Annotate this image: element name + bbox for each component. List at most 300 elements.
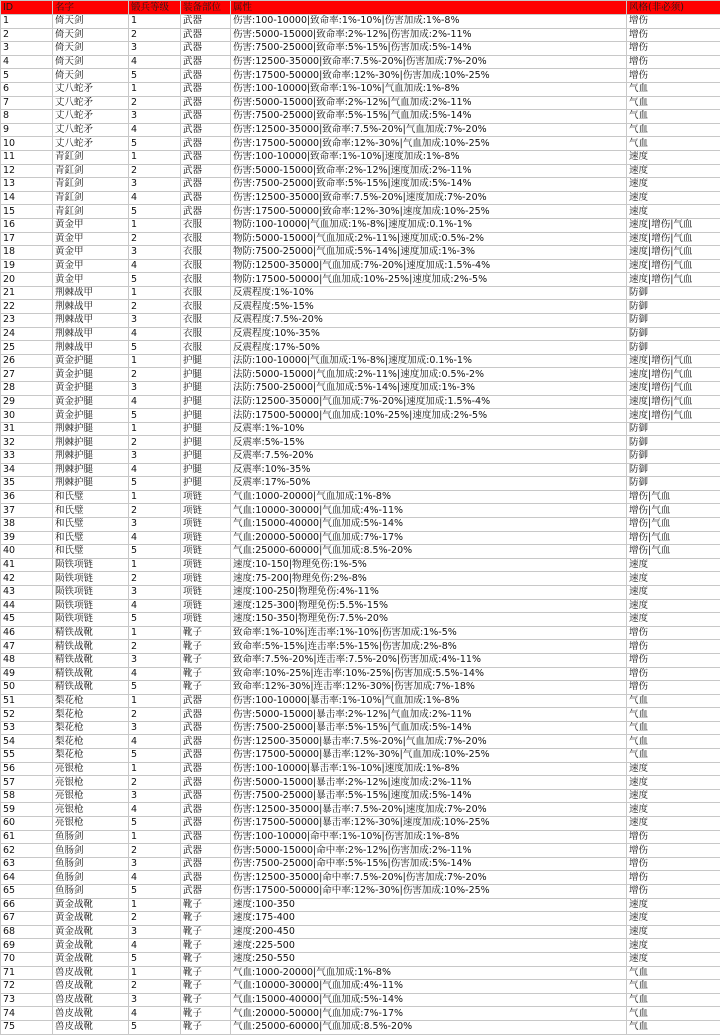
- cell-id[interactable]: 40: [1, 545, 53, 559]
- cell-slot[interactable]: 护腿: [181, 436, 231, 450]
- cell-style[interactable]: 速度: [627, 599, 720, 613]
- cell-name[interactable]: 梨花枪: [53, 749, 129, 763]
- cell-tier[interactable]: 1: [129, 558, 181, 572]
- cell-style[interactable]: 速度|增伤|气血: [627, 246, 720, 260]
- cell-id[interactable]: 56: [1, 762, 53, 776]
- cell-style[interactable]: 增伤: [627, 830, 720, 844]
- cell-tier[interactable]: 5: [129, 273, 181, 287]
- cell-slot[interactable]: 武器: [181, 55, 231, 69]
- cell-slot[interactable]: 武器: [181, 96, 231, 110]
- cell-slot[interactable]: 靴子: [181, 939, 231, 953]
- cell-id[interactable]: 41: [1, 558, 53, 572]
- cell-style[interactable]: 气血: [627, 708, 720, 722]
- cell-id[interactable]: 29: [1, 395, 53, 409]
- cell-tier[interactable]: 4: [129, 395, 181, 409]
- cell-attributes[interactable]: 伤害:12500-35000|致命率:7.5%-20%|速度加成:7%-20%: [231, 191, 627, 205]
- cell-style[interactable]: 增伤: [627, 653, 720, 667]
- cell-id[interactable]: 66: [1, 898, 53, 912]
- cell-attributes[interactable]: 伤害:12500-35000|暴击率:7.5%-20%|速度加成:7%-20%: [231, 803, 627, 817]
- cell-attributes[interactable]: 反震程度:10%-35%: [231, 327, 627, 341]
- cell-style[interactable]: 增伤|气血: [627, 517, 720, 531]
- cell-id[interactable]: 60: [1, 817, 53, 831]
- cell-id[interactable]: 48: [1, 653, 53, 667]
- cell-tier[interactable]: 1: [129, 15, 181, 29]
- cell-slot[interactable]: 项链: [181, 517, 231, 531]
- cell-id[interactable]: 15: [1, 205, 53, 219]
- cell-name[interactable]: 陨铁项链: [53, 599, 129, 613]
- cell-id[interactable]: 45: [1, 613, 53, 627]
- cell-attributes[interactable]: 反震程度:7.5%-20%: [231, 314, 627, 328]
- cell-style[interactable]: 防御: [627, 422, 720, 436]
- cell-name[interactable]: 黄金战靴: [53, 925, 129, 939]
- cell-tier[interactable]: 5: [129, 69, 181, 83]
- cell-id[interactable]: 20: [1, 273, 53, 287]
- cell-id[interactable]: 2: [1, 28, 53, 42]
- cell-slot[interactable]: 武器: [181, 708, 231, 722]
- cell-slot[interactable]: 衣服: [181, 232, 231, 246]
- cell-id[interactable]: 1: [1, 15, 53, 29]
- cell-id[interactable]: 26: [1, 354, 53, 368]
- cell-tier[interactable]: 3: [129, 653, 181, 667]
- cell-tier[interactable]: 2: [129, 640, 181, 654]
- cell-tier[interactable]: 5: [129, 477, 181, 491]
- cell-attributes[interactable]: 速度:125-300|物理免伤:5.5%-15%: [231, 599, 627, 613]
- cell-attributes[interactable]: 伤害:12500-35000|致命率:7.5%-20%|气血加成:7%-20%: [231, 123, 627, 137]
- cell-attributes[interactable]: 气血:25000-60000|气血加成:8.5%-20%: [231, 545, 627, 559]
- cell-name[interactable]: 黄金战靴: [53, 912, 129, 926]
- cell-id[interactable]: 36: [1, 490, 53, 504]
- cell-slot[interactable]: 靴子: [181, 966, 231, 980]
- cell-id[interactable]: 5: [1, 69, 53, 83]
- cell-style[interactable]: 速度: [627, 803, 720, 817]
- cell-tier[interactable]: 2: [129, 28, 181, 42]
- cell-slot[interactable]: 武器: [181, 191, 231, 205]
- cell-style[interactable]: 气血: [627, 123, 720, 137]
- cell-id[interactable]: 3: [1, 42, 53, 56]
- cell-name[interactable]: 丈八蛇矛: [53, 96, 129, 110]
- cell-attributes[interactable]: 伤害:7500-25000|致命率:5%-15%|速度加成:5%-14%: [231, 178, 627, 192]
- cell-id[interactable]: 22: [1, 300, 53, 314]
- cell-tier[interactable]: 1: [129, 626, 181, 640]
- cell-tier[interactable]: 3: [129, 789, 181, 803]
- cell-slot[interactable]: 衣服: [181, 246, 231, 260]
- cell-slot[interactable]: 武器: [181, 28, 231, 42]
- cell-tier[interactable]: 3: [129, 382, 181, 396]
- cell-slot[interactable]: 靴子: [181, 993, 231, 1007]
- cell-slot[interactable]: 武器: [181, 721, 231, 735]
- cell-attributes[interactable]: 速度:200-450: [231, 925, 627, 939]
- cell-style[interactable]: 速度|增伤|气血: [627, 259, 720, 273]
- cell-name[interactable]: 荆棘战甲: [53, 286, 129, 300]
- cell-style[interactable]: 速度|增伤|气血: [627, 232, 720, 246]
- cell-attributes[interactable]: 速度:225-500: [231, 939, 627, 953]
- header-attributes[interactable]: 属性: [231, 1, 627, 15]
- cell-tier[interactable]: 1: [129, 830, 181, 844]
- cell-style[interactable]: 增伤: [627, 857, 720, 871]
- cell-id[interactable]: 55: [1, 749, 53, 763]
- cell-name[interactable]: 黄金护腿: [53, 368, 129, 382]
- cell-id[interactable]: 30: [1, 409, 53, 423]
- cell-slot[interactable]: 武器: [181, 205, 231, 219]
- cell-slot[interactable]: 项链: [181, 531, 231, 545]
- cell-name[interactable]: 倚天剑: [53, 55, 129, 69]
- cell-slot[interactable]: 靴子: [181, 912, 231, 926]
- cell-tier[interactable]: 2: [129, 164, 181, 178]
- cell-style[interactable]: 速度: [627, 912, 720, 926]
- cell-slot[interactable]: 护腿: [181, 354, 231, 368]
- cell-id[interactable]: 38: [1, 517, 53, 531]
- cell-id[interactable]: 57: [1, 776, 53, 790]
- cell-slot[interactable]: 衣服: [181, 341, 231, 355]
- cell-attributes[interactable]: 反震程度:5%-15%: [231, 300, 627, 314]
- cell-style[interactable]: 防御: [627, 341, 720, 355]
- cell-slot[interactable]: 衣服: [181, 259, 231, 273]
- cell-name[interactable]: 亮银枪: [53, 776, 129, 790]
- cell-tier[interactable]: 1: [129, 694, 181, 708]
- cell-id[interactable]: 59: [1, 803, 53, 817]
- cell-name[interactable]: 荆棘战甲: [53, 341, 129, 355]
- cell-attributes[interactable]: 反震率:17%-50%: [231, 477, 627, 491]
- cell-attributes[interactable]: 法防:17500-50000|气血加成:10%-25%|速度加成:2%-5%: [231, 409, 627, 423]
- cell-tier[interactable]: 5: [129, 749, 181, 763]
- cell-style[interactable]: 防御: [627, 450, 720, 464]
- cell-name[interactable]: 荆棘护腿: [53, 450, 129, 464]
- cell-style[interactable]: 速度|增伤|气血: [627, 382, 720, 396]
- cell-name[interactable]: 和氏璧: [53, 504, 129, 518]
- cell-style[interactable]: 速度|增伤|气血: [627, 368, 720, 382]
- cell-slot[interactable]: 项链: [181, 613, 231, 627]
- cell-id[interactable]: 27: [1, 368, 53, 382]
- cell-name[interactable]: 荆棘战甲: [53, 300, 129, 314]
- cell-style[interactable]: 防御: [627, 286, 720, 300]
- cell-tier[interactable]: 4: [129, 667, 181, 681]
- cell-style[interactable]: 气血: [627, 694, 720, 708]
- cell-name[interactable]: 荆棘战甲: [53, 314, 129, 328]
- cell-id[interactable]: 64: [1, 871, 53, 885]
- cell-slot[interactable]: 武器: [181, 137, 231, 151]
- cell-attributes[interactable]: 伤害:17500-50000|致命率:12%-30%|气血加成:10%-25%: [231, 137, 627, 151]
- cell-tier[interactable]: 5: [129, 817, 181, 831]
- cell-attributes[interactable]: 反震率:1%-10%: [231, 422, 627, 436]
- cell-slot[interactable]: 靴子: [181, 681, 231, 695]
- cell-style[interactable]: 气血: [627, 82, 720, 96]
- cell-tier[interactable]: 1: [129, 422, 181, 436]
- cell-name[interactable]: 和氏璧: [53, 545, 129, 559]
- cell-name[interactable]: 倚天剑: [53, 15, 129, 29]
- cell-slot[interactable]: 项链: [181, 572, 231, 586]
- cell-id[interactable]: 25: [1, 341, 53, 355]
- cell-tier[interactable]: 3: [129, 925, 181, 939]
- cell-style[interactable]: 增伤: [627, 871, 720, 885]
- cell-name[interactable]: 丈八蛇矛: [53, 82, 129, 96]
- cell-attributes[interactable]: 伤害:100-10000|致命率:1%-10%|速度加成:1%-8%: [231, 150, 627, 164]
- cell-id[interactable]: 16: [1, 218, 53, 232]
- cell-attributes[interactable]: 致命率:1%-10%|连击率:1%-10%|伤害加成:1%-5%: [231, 626, 627, 640]
- cell-attributes[interactable]: 气血:20000-50000|气血加成:7%-17%: [231, 531, 627, 545]
- cell-id[interactable]: 54: [1, 735, 53, 749]
- cell-name[interactable]: 鱼肠剑: [53, 830, 129, 844]
- cell-name[interactable]: 梨花枪: [53, 735, 129, 749]
- cell-attributes[interactable]: 伤害:100-10000|暴击率:1%-10%|气血加成:1%-8%: [231, 694, 627, 708]
- cell-attributes[interactable]: 法防:7500-25000|气血加成:5%-14%|速度加成:1%-3%: [231, 382, 627, 396]
- cell-tier[interactable]: 4: [129, 735, 181, 749]
- cell-tier[interactable]: 1: [129, 218, 181, 232]
- cell-attributes[interactable]: 伤害:5000-15000|命中率:2%-12%|伤害加成:2%-11%: [231, 844, 627, 858]
- cell-tier[interactable]: 2: [129, 572, 181, 586]
- cell-slot[interactable]: 靴子: [181, 1007, 231, 1021]
- cell-slot[interactable]: 武器: [181, 762, 231, 776]
- cell-tier[interactable]: 3: [129, 857, 181, 871]
- cell-id[interactable]: 65: [1, 885, 53, 899]
- cell-slot[interactable]: 武器: [181, 15, 231, 29]
- cell-style[interactable]: 防御: [627, 477, 720, 491]
- header-id[interactable]: ID: [1, 1, 53, 15]
- cell-style[interactable]: 气血: [627, 1020, 720, 1034]
- cell-attributes[interactable]: 物防:12500-35000|气血加成:7%-20%|速度加成:1.5%-4%: [231, 259, 627, 273]
- cell-style[interactable]: 防御: [627, 463, 720, 477]
- cell-name[interactable]: 荆棘护腿: [53, 436, 129, 450]
- cell-slot[interactable]: 武器: [181, 830, 231, 844]
- cell-slot[interactable]: 护腿: [181, 382, 231, 396]
- cell-id[interactable]: 49: [1, 667, 53, 681]
- cell-tier[interactable]: 3: [129, 110, 181, 124]
- cell-slot[interactable]: 衣服: [181, 300, 231, 314]
- cell-name[interactable]: 和氏璧: [53, 517, 129, 531]
- cell-tier[interactable]: 5: [129, 613, 181, 627]
- cell-style[interactable]: 增伤: [627, 844, 720, 858]
- cell-style[interactable]: 增伤: [627, 69, 720, 83]
- cell-tier[interactable]: 1: [129, 490, 181, 504]
- cell-tier[interactable]: 5: [129, 205, 181, 219]
- cell-slot[interactable]: 武器: [181, 110, 231, 124]
- cell-slot[interactable]: 护腿: [181, 409, 231, 423]
- cell-slot[interactable]: 武器: [181, 150, 231, 164]
- cell-style[interactable]: 速度|增伤|气血: [627, 409, 720, 423]
- cell-style[interactable]: 速度|增伤|气血: [627, 273, 720, 287]
- cell-tier[interactable]: 5: [129, 545, 181, 559]
- cell-name[interactable]: 黄金甲: [53, 232, 129, 246]
- cell-tier[interactable]: 2: [129, 980, 181, 994]
- cell-name[interactable]: 青釭剑: [53, 150, 129, 164]
- cell-id[interactable]: 34: [1, 463, 53, 477]
- cell-attributes[interactable]: 伤害:100-10000|命中率:1%-10%|伤害加成:1%-8%: [231, 830, 627, 844]
- cell-slot[interactable]: 项链: [181, 504, 231, 518]
- cell-style[interactable]: 增伤: [627, 626, 720, 640]
- cell-tier[interactable]: 1: [129, 82, 181, 96]
- cell-style[interactable]: 气血: [627, 966, 720, 980]
- cell-id[interactable]: 10: [1, 137, 53, 151]
- cell-slot[interactable]: 武器: [181, 776, 231, 790]
- cell-attributes[interactable]: 伤害:100-10000|暴击率:1%-10%|速度加成:1%-8%: [231, 762, 627, 776]
- cell-id[interactable]: 12: [1, 164, 53, 178]
- cell-tier[interactable]: 4: [129, 1007, 181, 1021]
- cell-name[interactable]: 精铁战靴: [53, 667, 129, 681]
- cell-name[interactable]: 荆棘护腿: [53, 463, 129, 477]
- cell-name[interactable]: 丈八蛇矛: [53, 110, 129, 124]
- cell-name[interactable]: 黄金甲: [53, 259, 129, 273]
- cell-id[interactable]: 61: [1, 830, 53, 844]
- cell-style[interactable]: 增伤: [627, 667, 720, 681]
- cell-tier[interactable]: 3: [129, 993, 181, 1007]
- cell-attributes[interactable]: 反震率:5%-15%: [231, 436, 627, 450]
- cell-attributes[interactable]: 伤害:17500-50000|致命率:12%-30%|伤害加成:10%-25%: [231, 69, 627, 83]
- cell-tier[interactable]: 1: [129, 354, 181, 368]
- cell-attributes[interactable]: 法防:5000-15000|气血加成:2%-11%|速度加成:0.5%-2%: [231, 368, 627, 382]
- cell-style[interactable]: 增伤|气血: [627, 531, 720, 545]
- cell-name[interactable]: 黄金护腿: [53, 354, 129, 368]
- cell-attributes[interactable]: 法防:12500-35000|气血加成:7%-20%|速度加成:1.5%-4%: [231, 395, 627, 409]
- cell-name[interactable]: 黄金战靴: [53, 898, 129, 912]
- cell-id[interactable]: 39: [1, 531, 53, 545]
- cell-id[interactable]: 47: [1, 640, 53, 654]
- cell-style[interactable]: 速度: [627, 776, 720, 790]
- cell-tier[interactable]: 3: [129, 517, 181, 531]
- cell-style[interactable]: 气血: [627, 993, 720, 1007]
- cell-tier[interactable]: 4: [129, 191, 181, 205]
- cell-attributes[interactable]: 气血:1000-20000|气血加成:1%-8%: [231, 490, 627, 504]
- cell-name[interactable]: 荆棘护腿: [53, 422, 129, 436]
- cell-id[interactable]: 31: [1, 422, 53, 436]
- cell-name[interactable]: 倚天剑: [53, 28, 129, 42]
- cell-attributes[interactable]: 致命率:12%-30%|连击率:12%-30%|伤害加成:7%-18%: [231, 681, 627, 695]
- cell-style[interactable]: 增伤|气血: [627, 504, 720, 518]
- cell-name[interactable]: 青釭剑: [53, 178, 129, 192]
- cell-attributes[interactable]: 伤害:5000-15000|致命率:2%-12%|速度加成:2%-11%: [231, 164, 627, 178]
- cell-name[interactable]: 梨花枪: [53, 708, 129, 722]
- cell-slot[interactable]: 衣服: [181, 218, 231, 232]
- cell-tier[interactable]: 4: [129, 55, 181, 69]
- cell-slot[interactable]: 项链: [181, 490, 231, 504]
- cell-name[interactable]: 陨铁项链: [53, 613, 129, 627]
- cell-slot[interactable]: 护腿: [181, 477, 231, 491]
- cell-style[interactable]: 气血: [627, 110, 720, 124]
- cell-style[interactable]: 速度: [627, 150, 720, 164]
- cell-attributes[interactable]: 伤害:100-10000|致命率:1%-10%|伤害加成:1%-8%: [231, 15, 627, 29]
- cell-tier[interactable]: 1: [129, 150, 181, 164]
- cell-attributes[interactable]: 气血:1000-20000|气血加成:1%-8%: [231, 966, 627, 980]
- cell-slot[interactable]: 武器: [181, 82, 231, 96]
- cell-id[interactable]: 75: [1, 1020, 53, 1034]
- cell-id[interactable]: 69: [1, 939, 53, 953]
- cell-id[interactable]: 46: [1, 626, 53, 640]
- cell-tier[interactable]: 1: [129, 898, 181, 912]
- cell-slot[interactable]: 护腿: [181, 450, 231, 464]
- cell-tier[interactable]: 5: [129, 1020, 181, 1034]
- cell-slot[interactable]: 武器: [181, 123, 231, 137]
- cell-tier[interactable]: 2: [129, 776, 181, 790]
- cell-tier[interactable]: 3: [129, 314, 181, 328]
- cell-id[interactable]: 7: [1, 96, 53, 110]
- cell-style[interactable]: 防御: [627, 436, 720, 450]
- cell-tier[interactable]: 1: [129, 762, 181, 776]
- cell-slot[interactable]: 靴子: [181, 626, 231, 640]
- cell-tier[interactable]: 3: [129, 246, 181, 260]
- cell-style[interactable]: 防御: [627, 300, 720, 314]
- cell-id[interactable]: 68: [1, 925, 53, 939]
- cell-tier[interactable]: 4: [129, 327, 181, 341]
- cell-name[interactable]: 精铁战靴: [53, 653, 129, 667]
- cell-attributes[interactable]: 气血:10000-30000|气血加成:4%-11%: [231, 980, 627, 994]
- cell-style[interactable]: 速度: [627, 191, 720, 205]
- cell-name[interactable]: 兽皮战靴: [53, 1020, 129, 1034]
- cell-slot[interactable]: 护腿: [181, 422, 231, 436]
- cell-tier[interactable]: 4: [129, 123, 181, 137]
- cell-slot[interactable]: 项链: [181, 585, 231, 599]
- cell-attributes[interactable]: 伤害:12500-35000|暴击率:7.5%-20%|气血加成:7%-20%: [231, 735, 627, 749]
- cell-name[interactable]: 陨铁项链: [53, 572, 129, 586]
- cell-attributes[interactable]: 速度:100-350: [231, 898, 627, 912]
- cell-style[interactable]: 速度: [627, 613, 720, 627]
- cell-attributes[interactable]: 伤害:7500-25000|暴击率:5%-15%|速度加成:5%-14%: [231, 789, 627, 803]
- cell-attributes[interactable]: 气血:20000-50000|气血加成:7%-17%: [231, 1007, 627, 1021]
- cell-id[interactable]: 70: [1, 952, 53, 966]
- cell-name[interactable]: 陨铁项链: [53, 585, 129, 599]
- cell-name[interactable]: 和氏璧: [53, 490, 129, 504]
- cell-slot[interactable]: 靴子: [181, 1020, 231, 1034]
- cell-name[interactable]: 兽皮战靴: [53, 980, 129, 994]
- cell-id[interactable]: 23: [1, 314, 53, 328]
- cell-id[interactable]: 58: [1, 789, 53, 803]
- cell-name[interactable]: 黄金甲: [53, 273, 129, 287]
- cell-style[interactable]: 防御: [627, 327, 720, 341]
- cell-tier[interactable]: 3: [129, 42, 181, 56]
- cell-tier[interactable]: 2: [129, 436, 181, 450]
- cell-tier[interactable]: 5: [129, 137, 181, 151]
- cell-id[interactable]: 71: [1, 966, 53, 980]
- cell-style[interactable]: 气血: [627, 721, 720, 735]
- cell-style[interactable]: 速度: [627, 572, 720, 586]
- cell-slot[interactable]: 衣服: [181, 286, 231, 300]
- cell-attributes[interactable]: 气血:15000-40000|气血加成:5%-14%: [231, 993, 627, 1007]
- cell-attributes[interactable]: 伤害:5000-15000|致命率:2%-12%|气血加成:2%-11%: [231, 96, 627, 110]
- cell-id[interactable]: 73: [1, 993, 53, 1007]
- cell-attributes[interactable]: 伤害:17500-50000|致命率:12%-30%|速度加成:10%-25%: [231, 205, 627, 219]
- cell-tier[interactable]: 4: [129, 803, 181, 817]
- cell-tier[interactable]: 2: [129, 300, 181, 314]
- cell-attributes[interactable]: 气血:10000-30000|气血加成:4%-11%: [231, 504, 627, 518]
- cell-id[interactable]: 35: [1, 477, 53, 491]
- cell-style[interactable]: 速度: [627, 205, 720, 219]
- cell-tier[interactable]: 3: [129, 721, 181, 735]
- cell-tier[interactable]: 5: [129, 952, 181, 966]
- cell-slot[interactable]: 武器: [181, 178, 231, 192]
- cell-style[interactable]: 气血: [627, 96, 720, 110]
- cell-attributes[interactable]: 法防:100-10000|气血加成:1%-8%|速度加成:0.1%-1%: [231, 354, 627, 368]
- cell-tier[interactable]: 2: [129, 504, 181, 518]
- cell-name[interactable]: 倚天剑: [53, 42, 129, 56]
- cell-id[interactable]: 19: [1, 259, 53, 273]
- cell-name[interactable]: 梨花枪: [53, 721, 129, 735]
- cell-tier[interactable]: 4: [129, 463, 181, 477]
- cell-attributes[interactable]: 伤害:7500-25000|命中率:5%-15%|伤害加成:5%-14%: [231, 857, 627, 871]
- cell-style[interactable]: 增伤: [627, 885, 720, 899]
- cell-name[interactable]: 丈八蛇矛: [53, 137, 129, 151]
- cell-slot[interactable]: 护腿: [181, 463, 231, 477]
- cell-id[interactable]: 62: [1, 844, 53, 858]
- cell-name[interactable]: 黄金护腿: [53, 382, 129, 396]
- cell-attributes[interactable]: 伤害:17500-50000|暴击率:12%-30%|速度加成:10%-25%: [231, 817, 627, 831]
- cell-id[interactable]: 67: [1, 912, 53, 926]
- cell-name[interactable]: 黄金甲: [53, 246, 129, 260]
- cell-tier[interactable]: 1: [129, 286, 181, 300]
- cell-attributes[interactable]: 致命率:10%-25%|连击率:10%-25%|伤害加成:5.5%-14%: [231, 667, 627, 681]
- cell-style[interactable]: 速度: [627, 164, 720, 178]
- cell-name[interactable]: 黄金护腿: [53, 395, 129, 409]
- cell-style[interactable]: 速度: [627, 952, 720, 966]
- cell-id[interactable]: 50: [1, 681, 53, 695]
- cell-style[interactable]: 速度|增伤|气血: [627, 354, 720, 368]
- cell-tier[interactable]: 5: [129, 681, 181, 695]
